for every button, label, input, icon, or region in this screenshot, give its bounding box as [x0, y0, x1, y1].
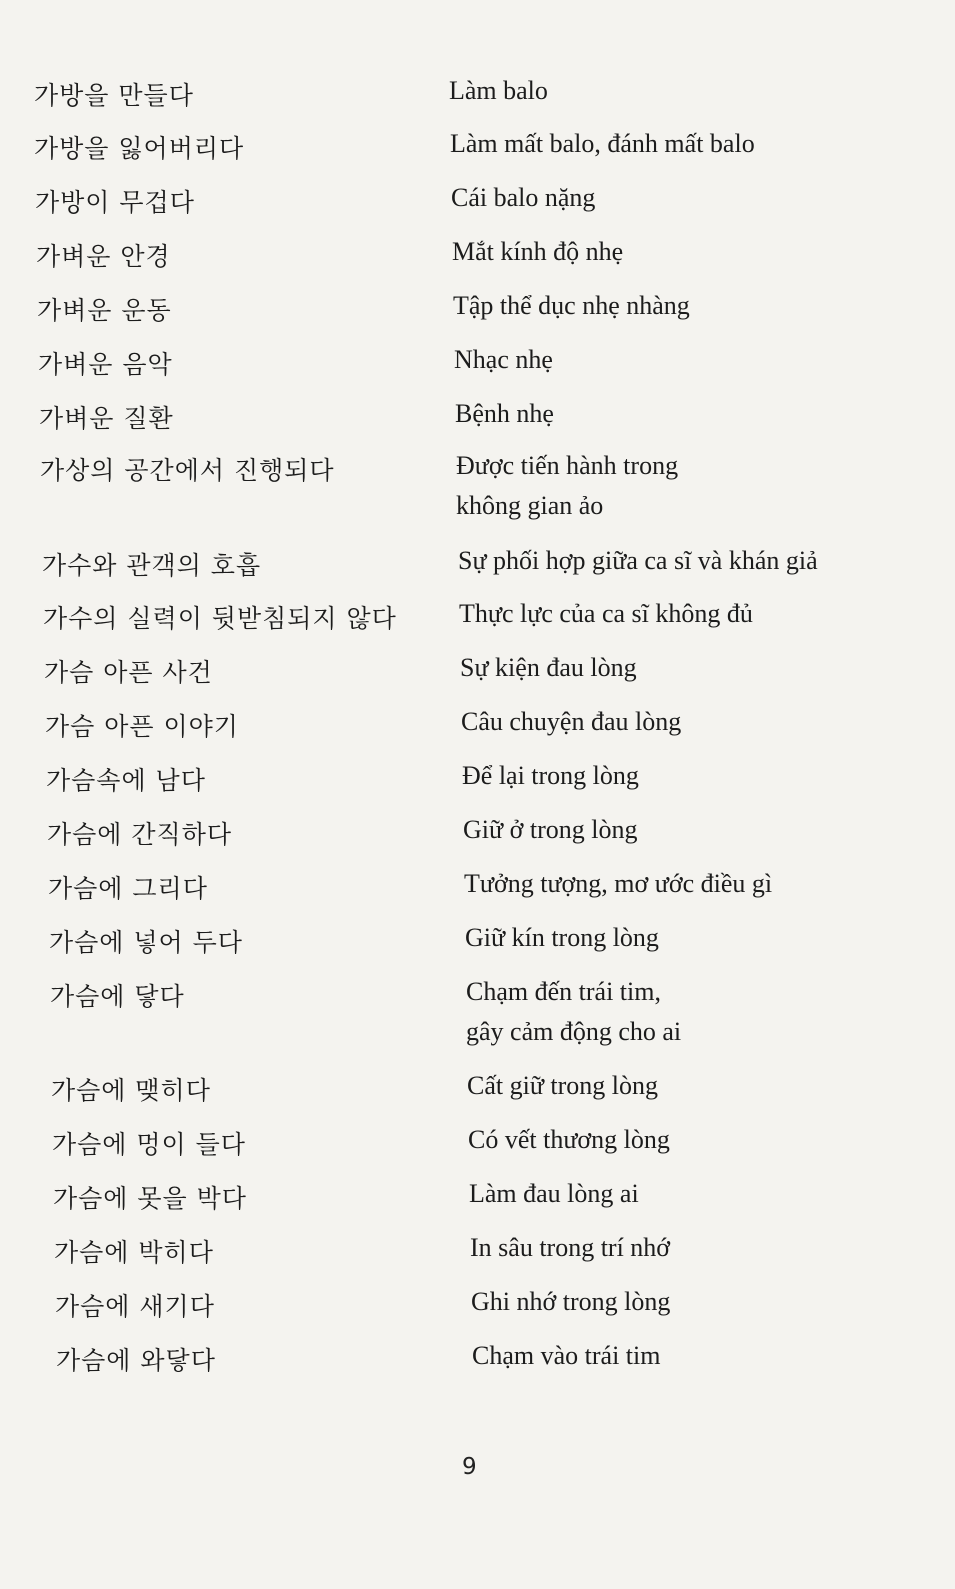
translation-line: In sâu trong trí nhớ: [470, 1233, 671, 1262]
korean-phrase: 가벼운 안경: [36, 242, 171, 271]
korean-phrase: 가슴에 넣어 두다: [49, 928, 243, 957]
translation-line: không gian ảo: [456, 491, 604, 520]
translation-line: gây cảm động cho ai: [466, 1017, 682, 1046]
translation-line: Có vết thương lòng: [468, 1125, 670, 1154]
korean-phrase: 가수의 실력이 뒷받침되지 않다: [43, 604, 397, 633]
translation-line: Được tiến hành trong: [456, 451, 679, 480]
translation-line: Bệnh nhẹ: [455, 399, 554, 428]
korean-phrase: 가슴 아픈 사건: [44, 658, 213, 687]
korean-phrase: 가슴속에 남다: [46, 766, 206, 795]
vietnamese-translation: [450, 124, 755, 164]
translation-line: Làm đau lòng ai: [469, 1179, 639, 1208]
translation-line: Chạm vào trái tim: [472, 1341, 661, 1370]
vietnamese-translation: [456, 446, 678, 526]
translation-line: Giữ kín trong lòng: [465, 923, 659, 952]
vietnamese-translation: [453, 286, 690, 326]
translation-line: Tập thể dục nhẹ nhàng: [453, 291, 690, 320]
korean-phrase: 가슴에 멍이 들다: [52, 1130, 246, 1159]
korean-phrase: 가벼운 음악: [38, 350, 173, 379]
translation-line: Giữ ở trong lòng: [463, 815, 638, 844]
vietnamese-translation: [461, 702, 681, 742]
vietnamese-translation: [468, 1120, 670, 1160]
korean-phrase: 가슴 아픈 이야기: [45, 712, 239, 741]
korean-phrase: 가벼운 질환: [39, 404, 174, 433]
korean-phrase: 가슴에 와닿다: [56, 1346, 216, 1375]
translation-line: Nhạc nhẹ: [454, 345, 553, 374]
vietnamese-translation: [459, 594, 753, 634]
page-number: 9: [462, 1454, 477, 1480]
korean-phrase: 가슴에 닿다: [50, 982, 185, 1011]
vietnamese-translation: [451, 178, 595, 218]
vietnamese-translation: [472, 1336, 660, 1376]
translation-line: Câu chuyện đau lòng: [461, 707, 682, 736]
vietnamese-translation: [454, 340, 553, 380]
vietnamese-translation: [465, 918, 659, 958]
translation-line: Ghi nhớ trong lòng: [471, 1287, 671, 1316]
translation-line: Cất giữ trong lòng: [467, 1071, 659, 1100]
translation-line: Tưởng tượng, mơ ước điều gì: [464, 869, 773, 898]
translation-line: Sự kiện đau lòng: [460, 653, 637, 682]
vietnamese-translation: [460, 648, 637, 688]
korean-phrase: 가슴에 새기다: [55, 1292, 215, 1321]
vietnamese-translation: [455, 394, 554, 434]
korean-phrase: 가방을 만들다: [34, 81, 194, 110]
vietnamese-translation: [463, 810, 637, 850]
vietnamese-translation: [471, 1282, 670, 1322]
vietnamese-translation: [458, 541, 818, 581]
vietnamese-translation: [466, 972, 681, 1052]
korean-phrase: 가상의 공간에서 진행되다: [40, 456, 335, 485]
translation-line: Mắt kính độ nhẹ: [452, 237, 624, 266]
korean-phrase: 가슴에 맺히다: [51, 1076, 211, 1105]
translation-line: Để lại trong lòng: [462, 761, 639, 790]
vietnamese-translation: [462, 756, 639, 796]
translation-line: Cái balo nặng: [451, 183, 596, 212]
translation-line: Sự phối hợp giữa ca sĩ và khán giả: [458, 546, 818, 575]
translation-line: Chạm đến trái tim,: [466, 977, 661, 1006]
translation-line: Làm mất balo, đánh mất balo: [450, 129, 755, 158]
korean-phrase: 가수와 관객의 호흡: [42, 551, 262, 580]
korean-phrase: 가슴에 간직하다: [47, 820, 232, 849]
vietnamese-translation: [467, 1066, 658, 1106]
vietnamese-translation: [452, 232, 623, 272]
vietnamese-translation: [469, 1174, 639, 1214]
korean-phrase: 가방이 무겁다: [35, 188, 195, 217]
translation-line: Thực lực của ca sĩ không đủ: [459, 599, 753, 628]
korean-phrase: 가슴에 그리다: [48, 874, 208, 903]
vietnamese-translation: [449, 71, 548, 111]
korean-phrase: 가슴에 못을 박다: [53, 1184, 247, 1213]
korean-phrase: 가슴에 박히다: [54, 1238, 214, 1267]
korean-phrase: 가방을 잃어버리다: [34, 134, 245, 163]
vietnamese-translation: [464, 864, 772, 904]
translation-line: Làm balo: [449, 76, 548, 105]
korean-phrase: 가벼운 운동: [37, 296, 172, 325]
vietnamese-translation: [470, 1228, 670, 1268]
